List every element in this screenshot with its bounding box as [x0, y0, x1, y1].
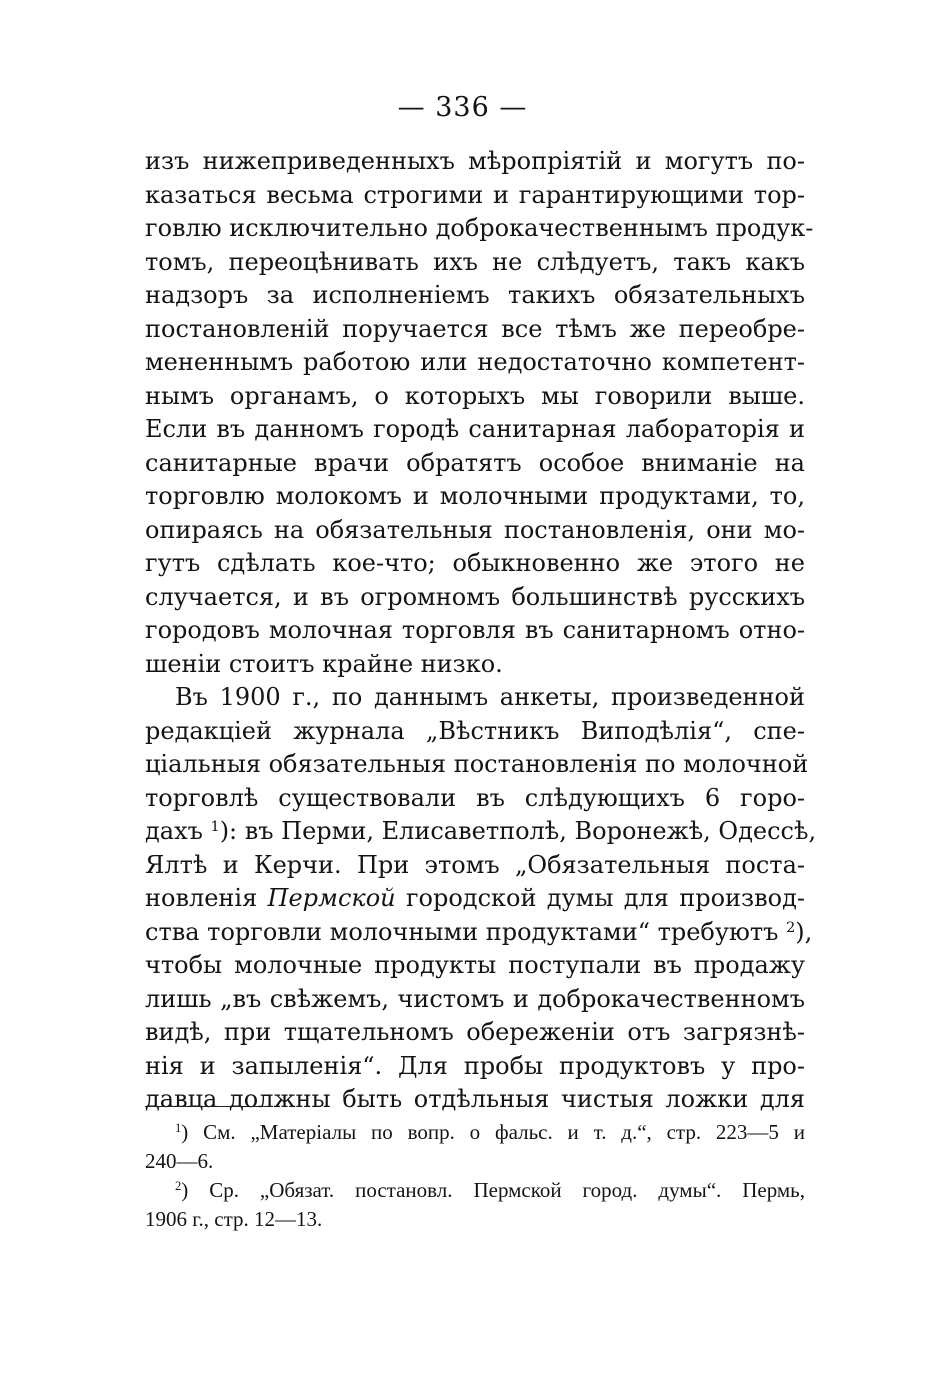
text-line: Ялтѣ и Керчи. При этомъ „Обязательныя поста-	[145, 850, 805, 879]
text-line: давца должны быть отдѣльныя чистыя ложки для	[145, 1085, 805, 1113]
footnote-mark: 2	[175, 1179, 182, 1194]
text-line: шеніи стоитъ крайне низко.	[145, 649, 503, 678]
footnote-text: ) Ср. „Обязат. постановл. Пермской город. думы“. Пермь,	[181, 1178, 805, 1202]
text-line: случается, и въ огромномъ большинствѣ русскихъ	[145, 582, 805, 611]
text-line: лишь „въ свѣжемъ, чистомъ и доброкачественномъ	[145, 984, 805, 1013]
text-line: видѣ, при тщательномъ обереженіи отъ загрязнѣ-	[145, 1018, 805, 1046]
text-line	[145, 916, 813, 950]
footnote-line: 240—6.	[145, 1149, 214, 1173]
footnote-mark: 1	[175, 1121, 182, 1136]
text-fragment: ства торговли молочными продуктами“ требуютъ	[145, 917, 779, 946]
text-line: постановленій поручается все тѣмъ же переобре-	[145, 314, 805, 343]
main-text	[145, 145, 817, 1117]
footnotes	[145, 1118, 805, 1234]
text-line: надзоръ за исполненіемъ такихъ обязательныхъ	[145, 281, 805, 309]
footnote-ref-1: 1	[210, 819, 220, 836]
text-line: Если въ данномъ городѣ санитарная лабораторія и	[145, 415, 805, 443]
text-fragment: новленія	[145, 884, 258, 912]
footnote-text: ) См. „Матеріалы по вопр. о фальс. и т. д.“, стр. 223—5 и	[181, 1120, 805, 1144]
text-line: опираясь на обязательныя постановленія, они мо-	[145, 515, 805, 544]
text-line	[145, 815, 817, 849]
footnote-line: 1906 г., стр. 12—13.	[145, 1207, 323, 1231]
footnote-ref-2: 2	[786, 919, 796, 936]
text-fragment: ): въ Перми, Елисаветполѣ, Воронежѣ, Одессѣ,	[219, 817, 817, 845]
text-line: мененнымъ работою или недостаточно компетент-	[145, 348, 805, 376]
footnote-1	[145, 1118, 805, 1147]
text-line: ціальныя обязательныя постановленія по молочной	[145, 750, 809, 778]
text-line: томъ, переоцѣнивать ихъ не слѣдуетъ, такъ какъ	[145, 247, 805, 276]
text-line: торговлѣ существовали въ слѣдующихъ 6 горо-	[145, 783, 805, 812]
text-line: казаться весьма строгими и гарантирующими тор-	[145, 180, 805, 209]
text-line: редакціей журнала „Вѣстникъ Виподѣлія“, спе-	[145, 716, 805, 745]
text-line: изъ нижеприведенныхъ мѣропріятій и могутъ по-	[145, 147, 805, 175]
text-fragment: дахъ	[145, 817, 203, 845]
page-number: — 336 —	[397, 92, 528, 123]
text-line: Въ 1900 г., по даннымъ анкеты, произведенной	[175, 683, 805, 711]
text-fragment: ),	[795, 917, 813, 946]
text-line: нымъ органамъ, о которыхъ мы говорили выше.	[145, 381, 805, 410]
text-fragment: городской думы для производ-	[405, 884, 805, 912]
footnote-divider	[145, 1106, 273, 1107]
text-line: нія и запыленія“. Для пробы продуктовъ у про-	[145, 1051, 805, 1080]
text-line: говлю исключительно доброкачественнымъ продук-	[145, 214, 814, 242]
text-line: гутъ сдѣлать кое-что; обыкновенно же этого не	[145, 549, 805, 577]
text-line: санитарные врачи обратятъ особое вниманіе на	[145, 448, 805, 477]
text-line	[145, 882, 805, 916]
text-line: торговлю молокомъ и молочными продуктами, то,	[145, 482, 805, 510]
text-line: чтобы молочные продукты поступали въ продажу	[145, 951, 805, 979]
italic-word: Пермской	[267, 884, 396, 912]
footnote-2	[145, 1176, 805, 1205]
text-line: городовъ молочная торговля въ санитарномъ отно-	[145, 616, 805, 644]
